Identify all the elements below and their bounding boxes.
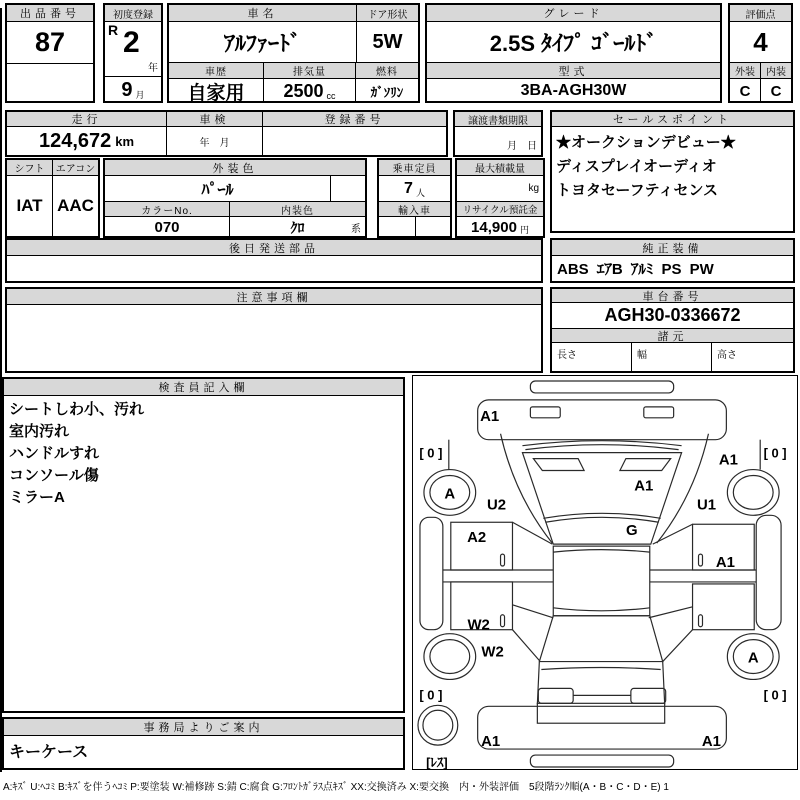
aircon-label: エアコン bbox=[53, 160, 98, 176]
damage-marker: [ 0 ] bbox=[763, 687, 787, 703]
interior-color-label: 内装色 bbox=[230, 202, 365, 217]
chassis-value: AGH30-0336672 bbox=[552, 303, 793, 329]
recycle-deposit-value: 14,900 円 bbox=[471, 219, 529, 236]
inspector-note: 室内汚れ bbox=[9, 423, 70, 440]
damage-marker-layer bbox=[419, 408, 786, 769]
color-block bbox=[103, 158, 367, 238]
right-side-strip bbox=[756, 515, 781, 629]
chassis-label: 車台番号 bbox=[552, 289, 793, 303]
inspector-note: シートしわ小、汚れ bbox=[9, 401, 145, 418]
inspector-notes bbox=[4, 396, 403, 512]
inspector-label: 検査員記入欄 bbox=[4, 379, 403, 396]
rear-left-wheel-inner bbox=[430, 640, 470, 674]
door-handle bbox=[501, 615, 505, 627]
lot-number-empty-cell bbox=[7, 64, 93, 99]
later-parts-value bbox=[7, 256, 541, 281]
registration-no-label: 登録番号 bbox=[263, 112, 446, 127]
import-car-label: 輸入車 bbox=[379, 202, 450, 217]
rear-bumper bbox=[478, 706, 727, 749]
month-unit: 月 bbox=[135, 90, 145, 100]
capacity-value: 7 人 bbox=[379, 176, 450, 202]
inspector-note: ミラーA bbox=[9, 489, 65, 506]
right-headlight bbox=[644, 407, 674, 418]
rear-left-wheel bbox=[424, 634, 476, 680]
shift-label: シフト bbox=[7, 160, 52, 176]
front-clip bbox=[478, 400, 727, 440]
width-label: 幅 bbox=[632, 343, 712, 371]
damage-diagram-block bbox=[412, 375, 798, 770]
equipment-block bbox=[550, 238, 795, 283]
capacity-import-block bbox=[377, 158, 452, 238]
inspector-note: コンソール傷 bbox=[9, 467, 99, 484]
office-block bbox=[2, 717, 405, 770]
import-car-cell-1 bbox=[379, 217, 416, 238]
door-handle bbox=[501, 554, 505, 566]
inspector-note: ハンドルすれ bbox=[9, 445, 100, 462]
lot-number-block bbox=[5, 3, 95, 103]
left-wiper bbox=[533, 459, 584, 471]
exterior-value: C bbox=[730, 79, 761, 103]
sales-point-line: トヨタセーフティセンス bbox=[556, 182, 719, 199]
score-value: 4 bbox=[730, 22, 791, 63]
damage-marker: A2 bbox=[467, 529, 487, 547]
aircon-value: AAC bbox=[57, 196, 94, 215]
equipment-value: ABS ｴｱB ｱﾙﾐ PS PW bbox=[557, 261, 714, 278]
registration-no-value bbox=[263, 127, 446, 155]
first-registration-block bbox=[103, 3, 163, 103]
sales-point-block bbox=[550, 110, 795, 233]
mileage-value: 124,672 km bbox=[7, 127, 167, 155]
damage-marker: [ 0 ] bbox=[763, 445, 787, 461]
left-door-band bbox=[443, 570, 553, 582]
damage-marker: A1 bbox=[480, 407, 500, 425]
notice-block bbox=[5, 287, 543, 373]
grade-block bbox=[425, 3, 722, 103]
later-parts-block bbox=[5, 238, 543, 283]
spare-tire-inner bbox=[423, 710, 453, 740]
grade-label: グレード bbox=[427, 5, 720, 22]
transfer-deadline-value: 月 日 bbox=[507, 141, 537, 152]
car-top-view-diagram bbox=[413, 376, 797, 769]
era-value: R bbox=[108, 22, 119, 38]
shaken-value: 年 月 bbox=[167, 127, 263, 155]
cowl-line bbox=[525, 445, 678, 450]
tailgate-line bbox=[541, 668, 660, 670]
door-handle bbox=[699, 615, 703, 627]
score-block bbox=[728, 3, 793, 103]
lot-number-value: 87 bbox=[7, 22, 93, 64]
first-registration-label: 初度登録 bbox=[105, 5, 161, 22]
exterior-color-value: ﾊﾟｰﾙ bbox=[105, 176, 331, 201]
interior-value: C bbox=[770, 82, 782, 100]
notice-label: 注意事項欄 bbox=[7, 289, 541, 305]
front-bumper-strip bbox=[530, 381, 673, 393]
damage-marker: [ﾚｽ] bbox=[426, 754, 448, 769]
dash-line bbox=[545, 517, 658, 522]
displacement-value: 2500 cc bbox=[264, 79, 356, 103]
roof-panel bbox=[553, 546, 649, 616]
first-registration-month-cell bbox=[105, 77, 161, 103]
score-label: 評価点 bbox=[730, 5, 791, 22]
year-unit: 年 bbox=[148, 63, 158, 74]
door-shape-label: ドア形状 bbox=[357, 5, 418, 22]
front-right-wheel-inner bbox=[733, 476, 773, 510]
damage-marker: U2 bbox=[487, 496, 507, 514]
transfer-deadline-block bbox=[453, 110, 543, 157]
reg-year-value: 2 bbox=[123, 26, 140, 59]
car-name-label: 車名 bbox=[169, 5, 357, 22]
history-value: 自家用 bbox=[169, 79, 264, 103]
maxload-recycle-block bbox=[455, 158, 545, 238]
damage-marker: A bbox=[747, 649, 759, 667]
spare-tire bbox=[418, 705, 458, 745]
grade-value: 2.5S ﾀｲﾌﾟ ｺﾞｰﾙﾄﾞ bbox=[427, 22, 720, 63]
color-no-label: カラーNo. bbox=[105, 202, 230, 217]
damage-marker: W2 bbox=[481, 643, 504, 661]
office-label: 事務局よりご案内 bbox=[4, 719, 403, 736]
mileage-label: 走行 bbox=[7, 112, 167, 127]
right-door-band bbox=[650, 570, 756, 582]
shift-aircon-block bbox=[5, 158, 100, 238]
interior-color-value: ｸﾛ 系 bbox=[290, 219, 361, 236]
lot-number-label: 出品番号 bbox=[7, 5, 93, 22]
capacity-label: 乗車定員 bbox=[379, 160, 450, 176]
fuel-label: 燃料 bbox=[356, 63, 418, 79]
windshield bbox=[522, 453, 681, 545]
interior-label: 内装 bbox=[761, 63, 791, 79]
mileage-block bbox=[5, 110, 448, 157]
model-code-value: 3BA-AGH30W bbox=[520, 82, 627, 99]
recycle-deposit-label: リサイクル預託金 bbox=[457, 202, 543, 217]
left-taillight bbox=[538, 688, 573, 703]
damage-marker: [ 0 ] bbox=[419, 445, 443, 461]
left-a-pillar bbox=[501, 434, 553, 543]
exterior-color-label: 外装色 bbox=[105, 160, 365, 176]
door-handle bbox=[699, 554, 703, 566]
interior-color-suffix: 系 bbox=[351, 224, 361, 235]
damage-marker: G bbox=[626, 522, 638, 540]
roof-line bbox=[553, 608, 649, 611]
right-taillight bbox=[631, 688, 666, 703]
import-car-cell-2 bbox=[416, 217, 450, 238]
model-code-label: 型式 bbox=[427, 63, 720, 79]
car-name-value: ｱﾙﾌｧｰﾄﾞ bbox=[169, 22, 357, 62]
transfer-deadline-label: 譲渡書類期限 bbox=[455, 112, 541, 127]
history-label: 車歴 bbox=[169, 63, 264, 79]
max-load-label: 最大積載量 bbox=[457, 160, 543, 176]
right-wiper bbox=[620, 459, 671, 471]
later-parts-label: 後日発送部品 bbox=[7, 240, 541, 256]
reg-month-value: 9 bbox=[121, 78, 133, 101]
chassis-block bbox=[550, 287, 795, 373]
damage-code-legend: A:ｷｽﾞ U:ﾍｺﾐ B:ｷｽﾞを伴うﾍｺﾐ P:要塗装 W:補修跡 S:錆 C:腐食 G:ﾌﾛﾝﾄｶﾞﾗｽ点ｷｽﾞ XX:交換済み X:要交換 内・外装評価 5段階ﾗﾝｸ順(A・B・C・D・E) 1 bbox=[3, 782, 669, 793]
length-label: 長さ bbox=[552, 343, 632, 371]
left-side-strip bbox=[420, 517, 443, 629]
inspector-block bbox=[2, 377, 405, 713]
displacement-label: 排気量 bbox=[264, 63, 356, 79]
sales-point-line: ★オークションデビュー★ bbox=[556, 134, 736, 151]
left-door-glass-line bbox=[512, 522, 552, 544]
damage-marker: A1 bbox=[481, 733, 501, 751]
sales-point-line: ディスプレイオーディオ bbox=[556, 158, 717, 175]
damage-marker: A1 bbox=[634, 477, 654, 495]
car-outline bbox=[418, 381, 781, 767]
damage-marker: W2 bbox=[467, 616, 490, 634]
front-right-wheel bbox=[727, 470, 779, 516]
exterior-color-extra-cell bbox=[331, 176, 365, 201]
shaken-label: 車検 bbox=[167, 112, 263, 127]
right-a-pillar bbox=[657, 434, 709, 543]
left-c-pillar bbox=[512, 605, 553, 661]
notice-value bbox=[7, 305, 541, 371]
damage-marker: A1 bbox=[718, 451, 738, 469]
right-sliding-door bbox=[693, 584, 755, 630]
dimensions-label: 諸元 bbox=[552, 329, 793, 343]
exterior-label: 外装 bbox=[730, 63, 761, 79]
damage-marker: A1 bbox=[715, 554, 735, 572]
damage-marker: U1 bbox=[696, 496, 717, 514]
sales-point-body bbox=[552, 127, 793, 207]
door-shape-value: 5W bbox=[372, 30, 403, 53]
equipment-label: 純正装備 bbox=[552, 240, 793, 256]
shift-value: IAT bbox=[16, 196, 43, 215]
damage-marker: A bbox=[444, 485, 456, 503]
car-name-block bbox=[167, 3, 420, 103]
max-load-value: kg bbox=[457, 176, 543, 202]
color-no-value: 070 bbox=[105, 217, 230, 238]
roof-line bbox=[553, 550, 649, 552]
right-door-glass-line bbox=[653, 524, 693, 544]
office-value: キーケース bbox=[9, 744, 89, 761]
rear-window bbox=[539, 616, 662, 662]
left-headlight bbox=[530, 407, 560, 418]
height-label: 高さ bbox=[717, 350, 737, 361]
first-registration-year-cell bbox=[105, 22, 161, 77]
damage-marker: [ 0 ] bbox=[419, 687, 443, 703]
fuel-value: ｶﾞｿﾘﾝ bbox=[370, 84, 404, 100]
damage-marker: A1 bbox=[701, 733, 721, 751]
sales-point-label: セールスポイント bbox=[552, 112, 793, 127]
rear-bumper-strip bbox=[530, 755, 673, 767]
